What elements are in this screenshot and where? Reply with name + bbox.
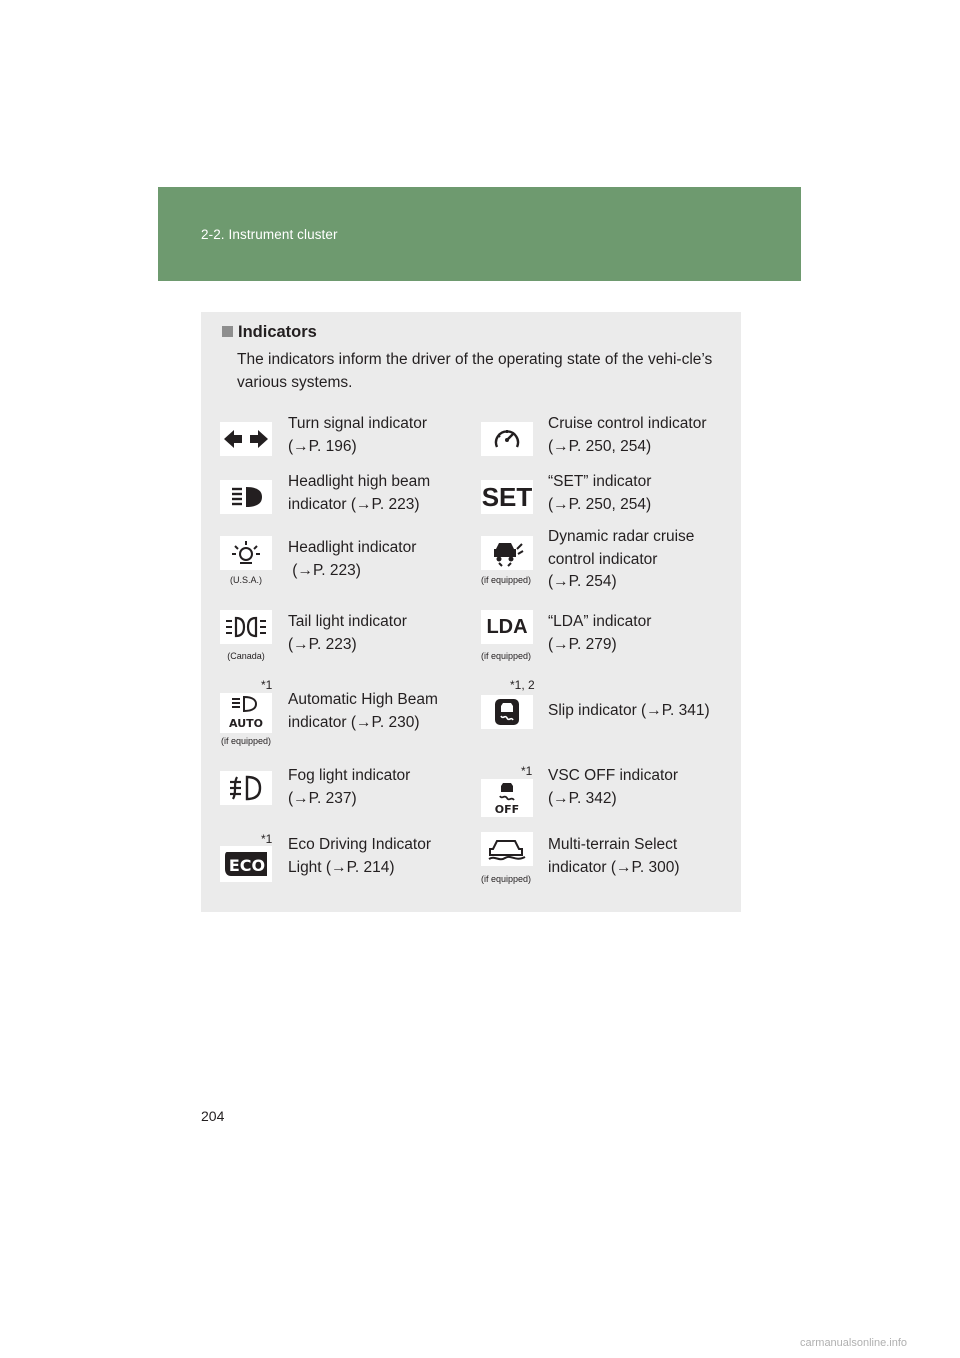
- indicators-panel: [201, 312, 741, 912]
- page-ref-link[interactable]: indicator (→P. 223): [288, 495, 420, 513]
- label-line: Automatic High Beam: [288, 691, 438, 708]
- equipped-caption: (if equipped): [480, 651, 532, 661]
- label-line: Dynamic radar cruise: [548, 528, 695, 545]
- section-intro: The indicators inform the driver of the operating state of the vehi-cle’s various systems.: [237, 351, 713, 391]
- label-line: Eco Driving Indicator: [288, 836, 432, 853]
- high-beam-label: [288, 471, 478, 516]
- label-line: Headlight high beam: [288, 473, 431, 490]
- equipped-caption: (if equipped): [480, 575, 532, 585]
- page-ref-link[interactable]: (→P. 279): [548, 635, 617, 653]
- footnote-marker: *1: [261, 678, 273, 692]
- auto-high-beam-label: [288, 689, 478, 734]
- radar-cruise-icon: [481, 536, 533, 570]
- cruise-control-icon: [481, 422, 533, 456]
- label-line: Headlight indicator: [288, 539, 417, 556]
- label-line: “SET” indicator: [548, 473, 652, 490]
- turn-signal-icon: [220, 422, 272, 456]
- region-caption: (Canada): [227, 651, 265, 661]
- turn-signal-label: [288, 413, 478, 458]
- equipped-caption: (if equipped): [480, 874, 532, 884]
- lda-label: [548, 611, 738, 656]
- slip-icon: [481, 695, 533, 729]
- section-title: [222, 323, 317, 342]
- set-icon: [481, 480, 533, 514]
- label-line: Fog light indicator: [288, 767, 411, 784]
- region-caption: (U.S.A.): [229, 575, 262, 585]
- high-beam-icon: [220, 480, 272, 514]
- auto-high-beam-icon: [220, 693, 272, 733]
- page-ref-link[interactable]: (→P. 223): [288, 635, 357, 653]
- cruise-control-label: [548, 413, 738, 458]
- label-line: “LDA” indicator: [548, 613, 652, 630]
- set-label: [548, 471, 738, 516]
- footnote-marker: *1: [261, 832, 273, 846]
- chapter-title: 2-2. Instrument cluster: [201, 227, 338, 242]
- label-line: VSC OFF indicator: [548, 767, 679, 784]
- fog-light-icon: [220, 771, 272, 805]
- page-ref-link[interactable]: indicator (→P. 230): [288, 713, 420, 731]
- square-bullet-icon: [222, 326, 233, 337]
- page-number: 204: [201, 1108, 225, 1124]
- eco-icon: [220, 846, 272, 882]
- multi-terrain-label: [548, 834, 738, 879]
- tail-light-label: [288, 611, 478, 656]
- label-line: Multi-terrain Select: [548, 836, 678, 853]
- page-ref-link[interactable]: (→P. 250, 254): [548, 437, 652, 455]
- auto-icon-text: AUTO: [229, 717, 263, 730]
- page-ref-link[interactable]: (→P. 237): [288, 789, 357, 807]
- lda-icon-text: LDA: [486, 615, 528, 638]
- lda-icon: [481, 610, 533, 644]
- page-ref-link[interactable]: (→P. 250, 254): [548, 495, 652, 513]
- label-line: control indicator: [548, 550, 658, 568]
- eco-label: [288, 834, 478, 879]
- page-ref-link[interactable]: (→P. 223): [288, 561, 361, 579]
- page-ref-link[interactable]: (→P. 196): [288, 437, 357, 455]
- section-header-bar: [158, 187, 801, 281]
- section-title-text: Indicators: [238, 323, 317, 341]
- page-ref-link[interactable]: (→P. 342): [548, 789, 617, 807]
- watermark: carmanualsonline.info: [800, 1337, 908, 1349]
- page-ref-link[interactable]: (→P. 254): [548, 573, 617, 590]
- page-ref-link[interactable]: Slip indicator (→P. 341): [548, 702, 710, 719]
- eco-icon-text: ECO: [228, 856, 266, 875]
- radar-cruise-label: [548, 526, 738, 594]
- page-ref-link[interactable]: indicator (→P. 300): [548, 858, 680, 876]
- fog-light-label: [288, 765, 478, 810]
- label-line: Cruise control indicator: [548, 415, 707, 432]
- footnote-marker: *1: [521, 764, 533, 778]
- vsc-off-icon: [481, 779, 533, 817]
- vsc-off-label: [548, 765, 738, 810]
- headlight-label: [288, 537, 478, 582]
- page-ref-link[interactable]: Light (→P. 214): [288, 858, 395, 876]
- equipped-caption: (if equipped): [220, 736, 272, 746]
- tail-light-icon: [220, 610, 272, 644]
- label-line: Tail light indicator: [288, 613, 407, 630]
- set-icon-text: SET: [481, 481, 533, 512]
- off-icon-text: OFF: [494, 803, 520, 816]
- slip-label: [548, 700, 748, 723]
- headlight-icon: [220, 536, 272, 570]
- label-line: Turn signal indicator: [288, 415, 427, 432]
- footnote-marker: *1, 2: [510, 678, 535, 692]
- multi-terrain-icon: [481, 832, 533, 866]
